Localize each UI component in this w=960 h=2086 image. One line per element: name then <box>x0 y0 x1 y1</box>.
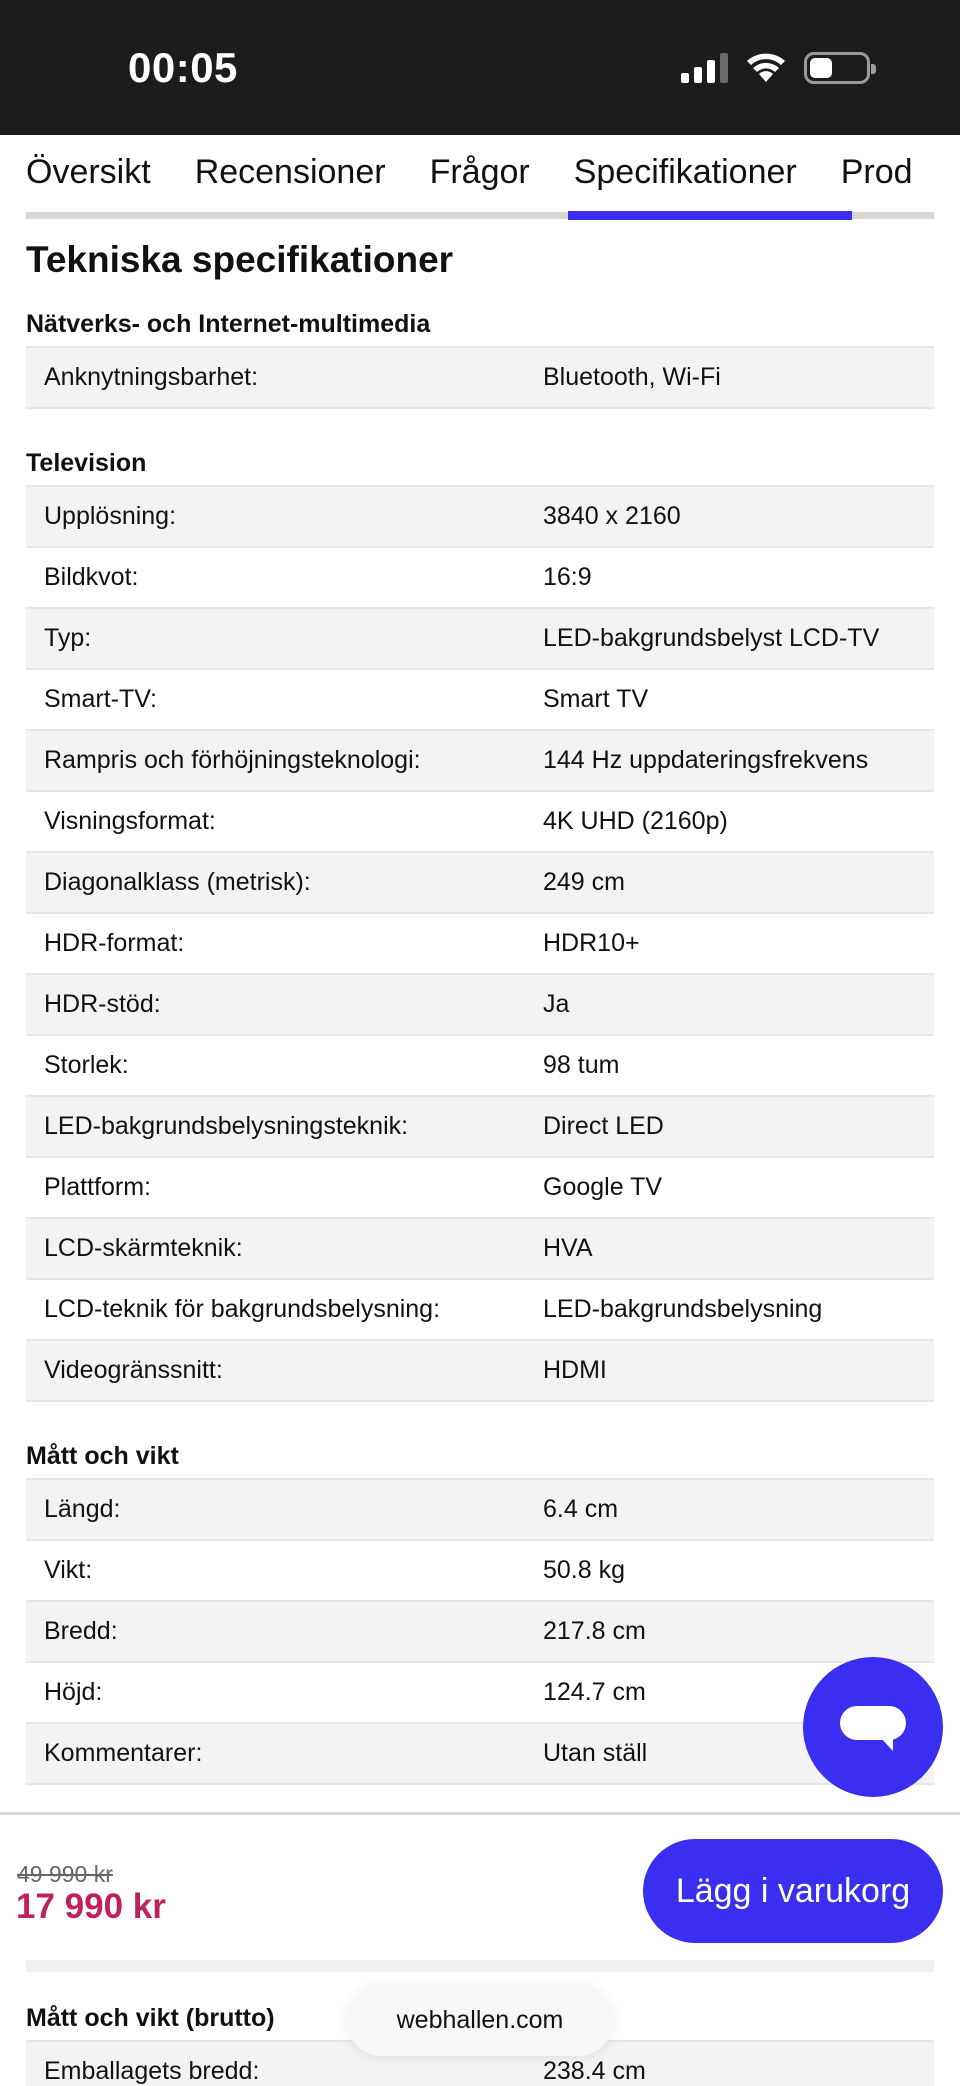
spec-value: HDMI <box>543 1356 607 1384</box>
section-network <box>26 298 934 409</box>
spec-label: Emballagets bredd: <box>44 2057 260 2085</box>
spec-row <box>26 792 934 853</box>
spec-label: Storlek: <box>44 1051 129 1079</box>
spec-value: HVA <box>543 1234 593 1262</box>
spec-value: 249 cm <box>543 868 625 896</box>
spec-value: 98 tum <box>543 1051 620 1079</box>
spec-label: Rampris och förhöjningsteknologi: <box>44 746 421 774</box>
spec-value: Google TV <box>543 1173 663 1201</box>
spec-row <box>26 914 934 975</box>
status-bar <box>0 0 960 135</box>
spec-row <box>26 1219 934 1280</box>
tab-recensioner[interactable]: Recensioner <box>194 153 386 191</box>
spec-row <box>26 1724 934 1785</box>
spec-row <box>26 1602 934 1663</box>
wifi-icon <box>746 52 786 84</box>
status-time: 00:05 <box>128 44 238 91</box>
spec-row <box>26 487 934 548</box>
spec-row <box>26 609 934 670</box>
active-tab-indicator <box>568 211 852 220</box>
spec-label: LED-bakgrundsbelysningsteknik: <box>44 1112 409 1140</box>
tab-specifikationer[interactable]: Specifikationer <box>573 153 797 191</box>
spec-value: Direct LED <box>543 1112 664 1140</box>
spec-row <box>26 348 934 409</box>
old-price: 49 990 kr <box>17 1861 113 1887</box>
spec-row <box>26 975 934 1036</box>
spec-label: Visningsformat: <box>44 807 216 835</box>
chat-bubble-tail <box>880 1737 893 1751</box>
tab-fragor[interactable]: Frågor <box>429 153 530 191</box>
section-divider <box>26 1960 934 1972</box>
spec-table <box>26 346 934 409</box>
spec-value: 144 Hz uppdateringsfrekvens <box>543 746 869 774</box>
spec-label: Plattform: <box>44 1173 151 1201</box>
product-tabs <box>0 135 960 220</box>
spec-row <box>26 1097 934 1158</box>
spec-label: LCD-skärmteknik: <box>44 1234 243 1262</box>
spec-label: Längd: <box>44 1495 121 1523</box>
buy-bar <box>0 1812 960 1972</box>
cellular-signal-icon <box>681 53 728 83</box>
section-dimensions <box>26 1430 934 1785</box>
page-title: Tekniska specifikationer <box>26 239 454 280</box>
spec-label: Typ: <box>44 624 92 652</box>
spec-value: Ja <box>543 990 570 1018</box>
spec-value: LED-bakgrundsbelysning <box>543 1295 823 1323</box>
section-title: Mått och vikt <box>26 1442 179 1470</box>
status-icons <box>681 52 870 84</box>
spec-row <box>26 1158 934 1219</box>
spec-row <box>26 1541 934 1602</box>
spec-content <box>26 222 934 1813</box>
tab-oversikt[interactable]: Översikt <box>26 153 151 191</box>
spec-value: 16:9 <box>543 563 592 591</box>
spec-value: HDR10+ <box>543 929 640 957</box>
add-to-cart-button[interactable]: Lägg i varukorg <box>643 1839 943 1943</box>
spec-value: 6.4 cm <box>543 1495 619 1523</box>
spec-label: Kommentarer: <box>44 1739 203 1767</box>
spec-value: 50.8 kg <box>543 1556 626 1584</box>
spec-label: Diagonalklass (metrisk): <box>44 868 311 896</box>
section-title: Television <box>26 449 147 477</box>
battery-icon <box>804 52 870 84</box>
chat-button[interactable] <box>803 1657 943 1797</box>
spec-row <box>26 1341 934 1402</box>
spec-value: 124.7 cm <box>543 1678 646 1706</box>
chat-bubble-icon <box>840 1706 906 1740</box>
spec-row <box>26 670 934 731</box>
spec-value: Smart TV <box>543 685 649 713</box>
spec-value: Bluetooth, Wi-Fi <box>543 363 721 391</box>
spec-label: LCD-teknik för bakgrundsbelysning: <box>44 1295 441 1323</box>
spec-value: Utan ställ <box>543 1739 648 1767</box>
spec-row <box>26 1280 934 1341</box>
current-price: 17 990 kr <box>16 1887 166 1926</box>
spec-row <box>26 1036 934 1097</box>
spec-row <box>26 853 934 914</box>
section-title: Mått och vikt (brutto) <box>26 2004 275 2032</box>
spec-row <box>26 1480 934 1541</box>
spec-label: Anknytningsbarhet: <box>44 363 259 391</box>
spec-label: Smart-TV: <box>44 685 157 713</box>
section-television <box>26 437 934 1402</box>
spec-label: Höjd: <box>44 1678 103 1706</box>
spec-row <box>26 731 934 792</box>
tab-produkt[interactable]: Prod <box>840 153 913 191</box>
spec-label: HDR-format: <box>44 929 185 957</box>
spec-label: Vikt: <box>44 1556 93 1584</box>
spec-table <box>26 485 934 1402</box>
spec-value: 217.8 cm <box>543 1617 646 1645</box>
spec-value: 3840 x 2160 <box>543 502 681 530</box>
spec-value: 4K UHD (2160p) <box>543 807 728 835</box>
spec-row <box>26 548 934 609</box>
section-title: Nätverks- och Internet-multimedia <box>26 310 431 338</box>
spec-row <box>26 1663 934 1724</box>
spec-value: 238.4 cm <box>543 2057 646 2085</box>
spec-label: Bredd: <box>44 1617 118 1645</box>
spec-label: Videogränssnitt: <box>44 1356 223 1384</box>
spec-label: Bildkvot: <box>44 563 139 591</box>
spec-label: Upplösning: <box>44 502 177 530</box>
browser-url-bar[interactable]: webhallen.com <box>346 1984 614 2056</box>
spec-label: HDR-stöd: <box>44 990 161 1018</box>
spec-value: LED-bakgrundsbelyst LCD-TV <box>543 624 880 652</box>
spec-table <box>26 1478 934 1785</box>
